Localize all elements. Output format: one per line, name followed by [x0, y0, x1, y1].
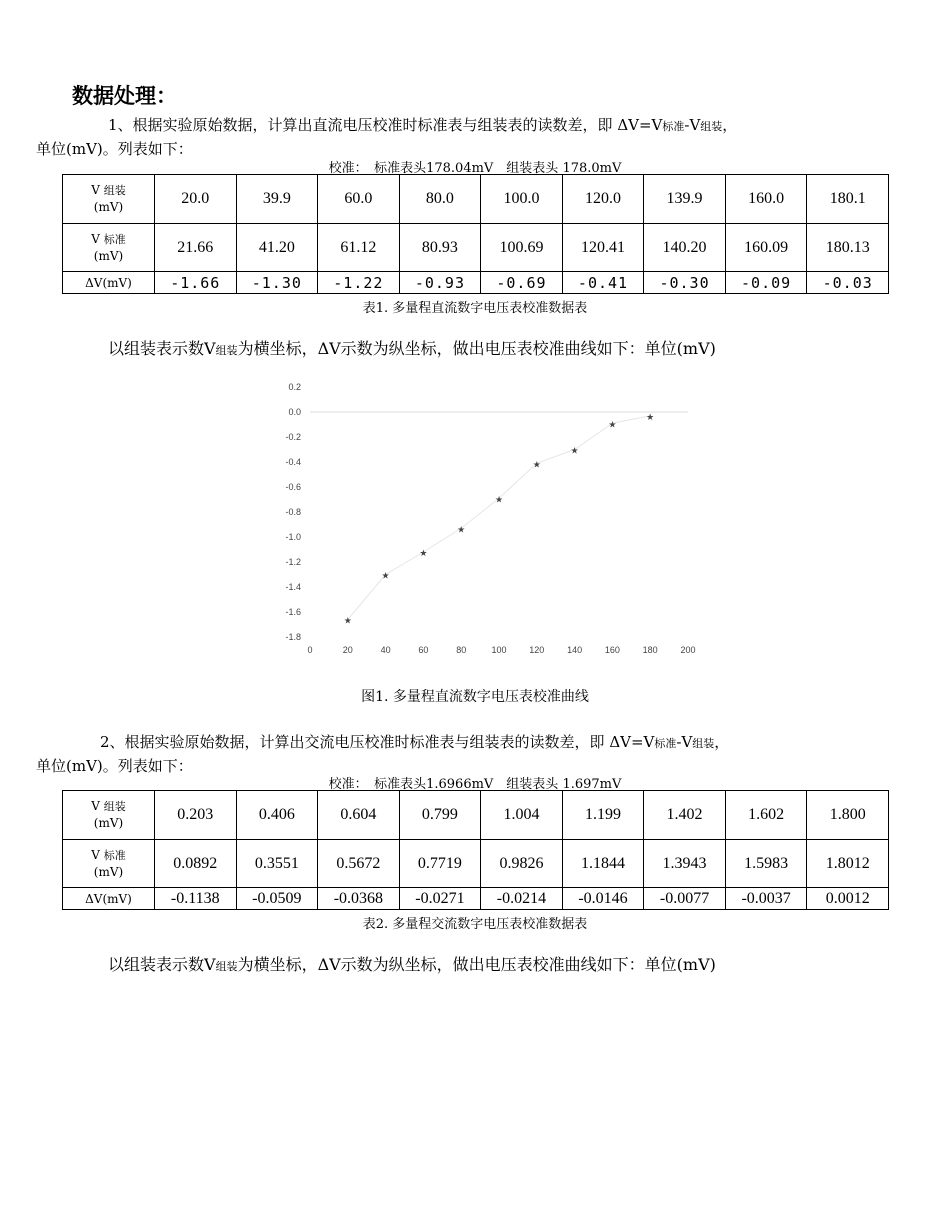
table-cell: 41.20 — [236, 224, 318, 272]
table-cell: -1.22 — [318, 272, 400, 294]
table-cell: 120.0 — [562, 175, 644, 224]
x-tick-label: 160 — [604, 645, 620, 655]
table-cell: 120.41 — [562, 224, 644, 272]
table-cell: 0.9826 — [481, 840, 563, 888]
plot-subscript: 组装 — [215, 960, 238, 973]
table-cell: 1.1844 — [562, 840, 644, 888]
table-cell: 20.0 — [155, 175, 237, 224]
table-cell: 0.203 — [155, 791, 237, 840]
intro-dash: -V — [684, 116, 701, 134]
plot-subscript: 组装 — [215, 344, 238, 357]
y-tick-label: -0.6 — [285, 482, 301, 492]
y-tick-label: -0.2 — [285, 432, 301, 442]
table-cell: -0.69 — [481, 272, 563, 294]
section1-intro — [36, 114, 897, 160]
y-tick-label: -1.8 — [285, 632, 301, 642]
data-point: ★ — [494, 494, 504, 505]
section2-intro — [36, 731, 897, 777]
row-label-v-asm: V 组装 (mV) — [63, 175, 155, 224]
table-row — [63, 791, 889, 840]
table-cell: -0.93 — [399, 272, 481, 294]
table-cell: 0.406 — [236, 791, 318, 840]
table-cell: -0.0077 — [644, 888, 726, 910]
x-tick-label: 100 — [491, 645, 507, 655]
table-row — [63, 224, 889, 272]
table-cell: 61.12 — [318, 224, 400, 272]
dc-calibration-table — [62, 174, 889, 294]
table-cell: 39.9 — [236, 175, 318, 224]
table-cell: -0.0368 — [318, 888, 400, 910]
data-point: ★ — [570, 445, 579, 456]
x-tick-label: 180 — [642, 645, 658, 655]
table-cell: 100.0 — [481, 175, 563, 224]
y-tick-label: -1.2 — [285, 557, 301, 567]
row-label-v-std: V 标准 (mV) — [63, 840, 155, 888]
x-tick-label: 120 — [529, 645, 545, 655]
table-cell: 0.7719 — [399, 840, 481, 888]
plot-instruction-2 — [72, 954, 897, 978]
table-cell: 0.0892 — [155, 840, 237, 888]
intro-text: 1、根据实验原始数据，计算出直流电压校准时标准表与组装表的读数差，即 ΔV=V — [108, 116, 663, 134]
y-tick-label: -0.4 — [285, 457, 301, 467]
table-cell: 80.0 — [399, 175, 481, 224]
y-tick-label: -0.8 — [285, 507, 301, 517]
intro-text: 2、根据实验原始数据，计算出交流电压校准时标准表与组装表的读数差，即 ΔV=V — [100, 733, 655, 751]
x-tick-label: 200 — [680, 645, 696, 655]
plot-text-b: 为横坐标，ΔV示数为纵坐标，做出电压表校准曲线如下：单位(mV) — [237, 339, 716, 358]
subscript-std: 标准 — [654, 737, 677, 750]
intro-line2: 单位(mV)。列表如下： — [36, 757, 193, 775]
x-axis — [307, 645, 695, 655]
table-cell: 139.9 — [644, 175, 726, 224]
table-cell: 1.602 — [725, 791, 807, 840]
calibration-note-1: 校准： 标准表头178.04mV 组装表头 178.0mV — [328, 161, 622, 176]
row-label-v-asm: V 组装 (mV) — [63, 791, 155, 840]
data-point: ★ — [381, 570, 390, 581]
calibration-chart — [270, 375, 710, 665]
table-cell: 1.199 — [562, 791, 644, 840]
table-row — [63, 175, 889, 224]
ac-calibration-table — [62, 790, 889, 910]
x-tick-label: 60 — [418, 645, 429, 655]
subscript-asm: 组装 — [692, 737, 715, 750]
series-line — [348, 416, 650, 620]
page-heading: 数据处理： — [72, 84, 177, 108]
table-cell: 0.799 — [399, 791, 481, 840]
row-label-v-std: V 标准 (mV) — [63, 224, 155, 272]
table-cell: -0.30 — [644, 272, 726, 294]
table-cell: 160.0 — [725, 175, 807, 224]
table-cell: -0.0509 — [236, 888, 318, 910]
table-cell: 180.13 — [807, 224, 889, 272]
y-axis — [285, 382, 688, 642]
figure1-caption: 图1. 多量程直流数字电压表校准曲线 — [361, 689, 589, 705]
table-cell: -0.0146 — [562, 888, 644, 910]
table-cell: 21.66 — [155, 224, 237, 272]
table-cell: 0.3551 — [236, 840, 318, 888]
x-tick-label: 80 — [456, 645, 467, 655]
x-tick-label: 20 — [342, 645, 353, 655]
table-cell: 160.09 — [725, 224, 807, 272]
table-cell: 0.5672 — [318, 840, 400, 888]
subscript-std: 标准 — [662, 120, 685, 133]
data-point: ★ — [608, 419, 617, 430]
table-cell: -1.66 — [155, 272, 237, 294]
table-row — [63, 840, 889, 888]
table-cell: 1.8012 — [807, 840, 889, 888]
table1-caption: 表1. 多量程直流数字电压表校准数据表 — [362, 301, 588, 316]
table-cell: -0.0037 — [725, 888, 807, 910]
table-cell: -1.30 — [236, 272, 318, 294]
table-row — [63, 272, 889, 294]
table-cell: -0.0271 — [399, 888, 481, 910]
table2-caption: 表2. 多量程交流数字电压表校准数据表 — [362, 917, 588, 932]
row-label-delta: ΔV(mV) — [63, 272, 155, 294]
table-row — [63, 888, 889, 910]
plot-text: 以组装表示数V — [108, 955, 216, 974]
table-cell: 80.93 — [399, 224, 481, 272]
x-tick-label: 140 — [567, 645, 583, 655]
data-point: ★ — [532, 459, 541, 470]
table-cell: 1.402 — [644, 791, 726, 840]
subscript-asm: 组装 — [700, 120, 723, 133]
y-tick-label: 0.0 — [288, 407, 301, 417]
x-tick-label: 40 — [380, 645, 391, 655]
table-cell: -0.41 — [562, 272, 644, 294]
table-cell: 0.0012 — [807, 888, 889, 910]
y-tick-label: -1.4 — [285, 582, 301, 592]
intro-comma: ， — [722, 116, 738, 134]
row-label-delta: ΔV(mV) — [63, 888, 155, 910]
plot-text: 以组装表示数V — [108, 339, 216, 358]
table-cell: 0.604 — [318, 791, 400, 840]
table-cell: 1.3943 — [644, 840, 726, 888]
intro-dash: -V — [676, 733, 693, 751]
table-cell: -0.1138 — [155, 888, 237, 910]
intro-line2: 单位(mV)。列表如下： — [36, 140, 193, 158]
data-series — [344, 412, 654, 626]
data-point: ★ — [457, 524, 466, 535]
data-point: ★ — [646, 411, 655, 422]
y-tick-label: -1.6 — [285, 607, 301, 617]
plot-text-b: 为横坐标，ΔV示数为纵坐标，做出电压表校准曲线如下：单位(mV) — [237, 955, 716, 974]
intro-comma: ， — [714, 733, 730, 751]
table-cell: 100.69 — [481, 224, 563, 272]
table-cell: -0.0214 — [481, 888, 563, 910]
table-cell: 140.20 — [644, 224, 726, 272]
y-tick-label: -1.0 — [285, 532, 301, 542]
y-tick-label: 0.2 — [288, 382, 301, 392]
table-cell: 1.5983 — [725, 840, 807, 888]
calibration-note-2: 校准： 标准表头1.6966mV 组装表头 1.697mV — [328, 777, 622, 792]
plot-instruction-1 — [72, 338, 897, 362]
table-cell: 1.004 — [481, 791, 563, 840]
table-cell: 180.1 — [807, 175, 889, 224]
table-cell: -0.09 — [725, 272, 807, 294]
data-point: ★ — [343, 615, 352, 626]
table-cell: 60.0 — [318, 175, 400, 224]
table-cell: 1.800 — [807, 791, 889, 840]
x-tick-label: 0 — [307, 645, 313, 655]
data-point: ★ — [419, 548, 428, 558]
table-cell: -0.03 — [807, 272, 889, 294]
